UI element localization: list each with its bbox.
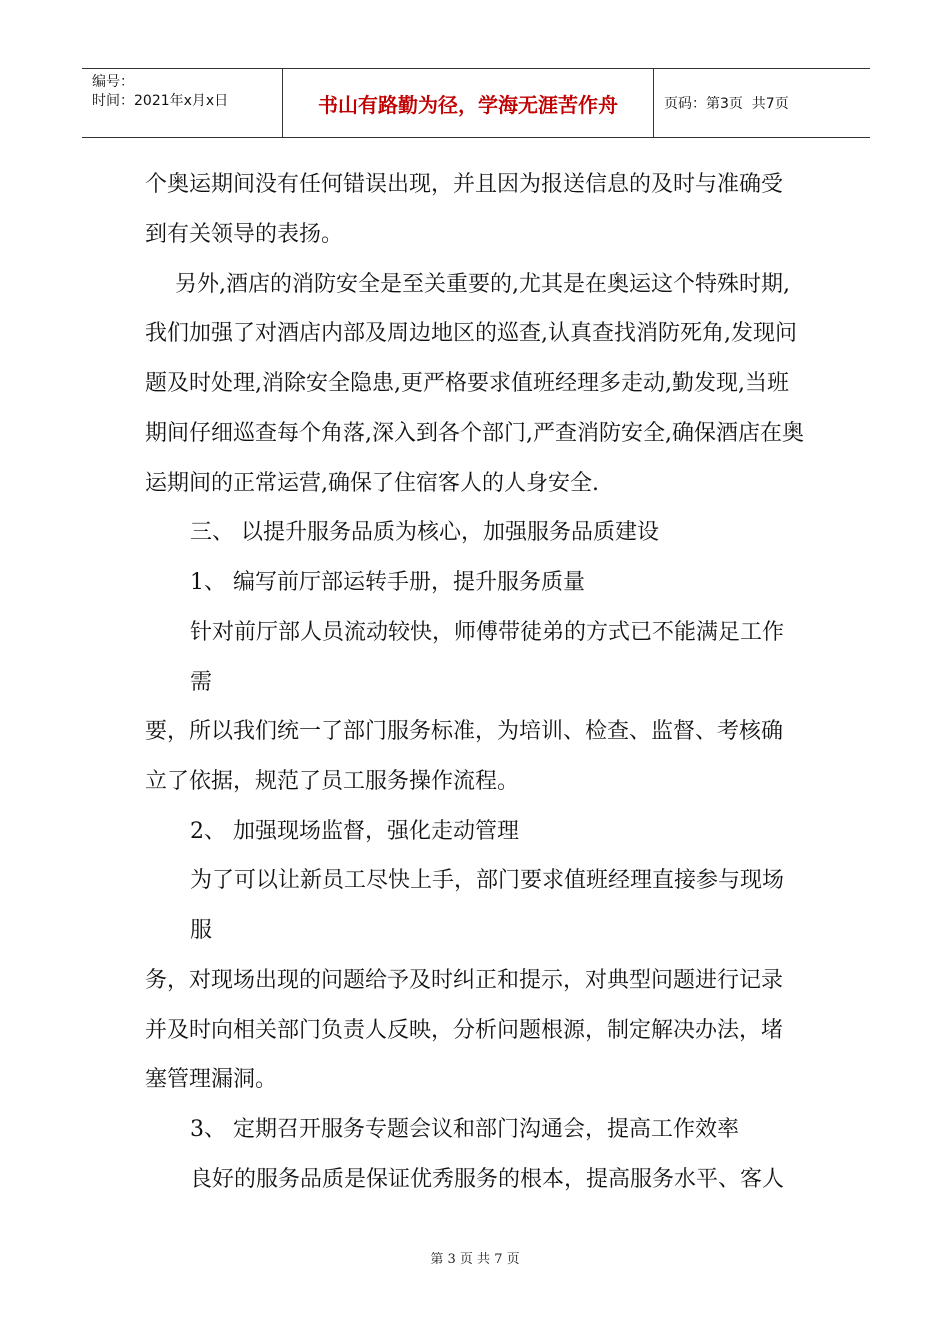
header-number: 编号： bbox=[92, 74, 134, 90]
body-line: 服 bbox=[190, 918, 213, 943]
page-footer: 第 3 页 共 7 页 bbox=[430, 1252, 520, 1267]
body-line: 为了可以让新员工尽快上手，部门要求值班经理直接参与现场 bbox=[190, 868, 785, 893]
subsection-heading: 1、 编写前厅部运转手册，提升服务质量 bbox=[190, 570, 585, 595]
body-line: 并及时向相关部门负责人反映，分析问题根源，制定解决办法，堵 bbox=[145, 1018, 784, 1043]
header-meta bbox=[82, 69, 282, 137]
body-line: 题及时处理,消除安全隐患,更严格要求值班经理多走动,勤发现,当班 bbox=[145, 371, 789, 396]
header-page-label: 页码：第3页 共7页 bbox=[664, 96, 789, 112]
body-line: 运期间的正常运营,确保了住宿客人的人身安全. bbox=[145, 471, 599, 496]
body-line: 到有关领导的表扬。 bbox=[145, 222, 344, 247]
body-line: 良好的服务品质是保证优秀服务的根本，提高服务水平、客人 bbox=[190, 1167, 785, 1192]
document-header bbox=[82, 68, 870, 138]
body-line: 立了依据，规范了员工服务操作流程。 bbox=[145, 769, 520, 794]
body-line: 塞管理漏洞。 bbox=[145, 1067, 278, 1092]
body-line: 我们加强了对酒店内部及周边地区的巡查,认真查找消防死角,发现问 bbox=[145, 321, 797, 346]
header-date: 时间：2021年x月x日 bbox=[92, 93, 229, 109]
subsection-heading: 2、 加强现场监督，强化走动管理 bbox=[190, 819, 519, 844]
body-line: 要，所以我们统一了部门服务标准，为培训、检查、监督、考核确 bbox=[145, 719, 784, 744]
body-line: 期间仔细巡查每个角落,深入到各个部门,严查消防安全,确保酒店在奥 bbox=[145, 421, 804, 446]
section-heading: 三、 以提升服务品质为核心，加强服务品质建设 bbox=[190, 520, 659, 545]
body-line: 针对前厅部人员流动较快，师傅带徒弟的方式已不能满足工作 bbox=[190, 620, 785, 645]
body-line: 务，对现场出现的问题给予及时纠正和提示，对典型问题进行记录 bbox=[145, 968, 784, 993]
body-line: 另外,酒店的消防安全是至关重要的,尤其是在奥运这个特殊时期, bbox=[175, 272, 790, 297]
body-line: 个奥运期间没有任何错误出现，并且因为报送信息的及时与准确受 bbox=[145, 172, 784, 197]
header-motto: 书山有路勤为径，学海无涯苦作舟 bbox=[282, 69, 654, 137]
subsection-heading: 3、 定期召开服务专题会议和部门沟通会，提高工作效率 bbox=[190, 1117, 739, 1142]
header-page-info bbox=[654, 69, 870, 137]
body-line: 需 bbox=[190, 670, 213, 695]
